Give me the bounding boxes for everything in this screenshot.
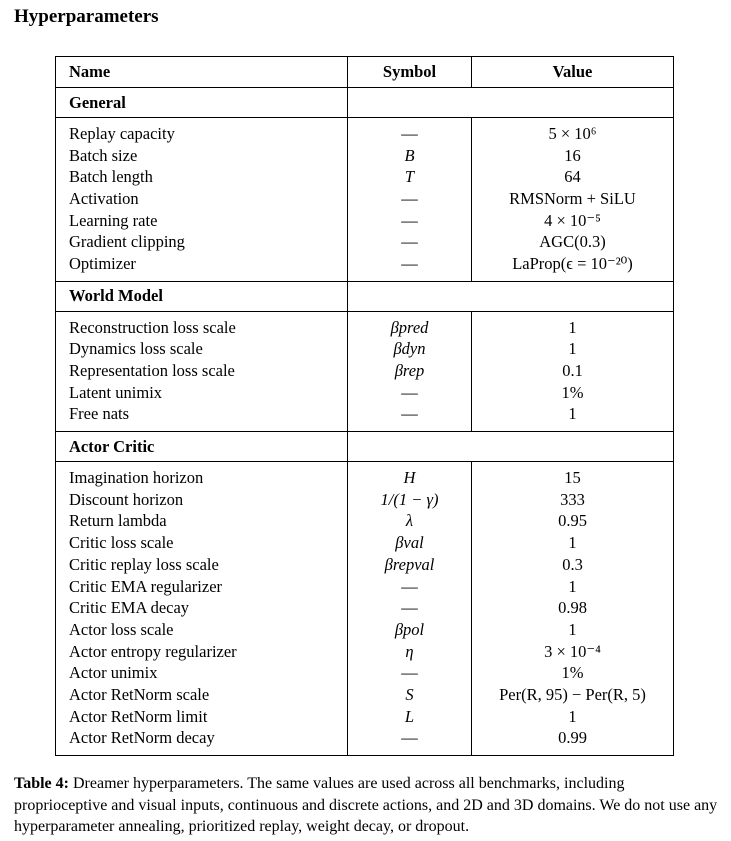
column-header-name: Name [56,57,348,88]
param-value: 15 [472,467,674,489]
hyperparameter-table [55,56,674,756]
param-symbol: βrepval [348,554,472,576]
param-value: 16 [472,145,674,167]
caption-label: Table 4: [14,775,69,792]
param-symbol: βpred [348,317,472,339]
table-row [56,511,674,533]
param-value: 0.1 [472,360,674,382]
table-row [56,188,674,210]
param-value: RMSNorm + SiLU [472,188,674,210]
param-value: AGC(0.3) [472,231,674,253]
table-row [56,123,674,145]
param-symbol: B [348,145,472,167]
table-body [56,88,674,756]
table-row [56,728,674,750]
param-value: 5 × 10⁶ [472,123,674,145]
section-row [56,281,674,311]
param-name: Replay capacity [56,123,348,145]
param-name: Discount horizon [56,489,348,511]
table-row [56,597,674,619]
param-name: Free nats [56,404,348,426]
param-symbol: — [348,210,472,232]
param-name: Activation [56,188,348,210]
param-name: Batch size [56,145,348,167]
spacer-cell [56,749,348,756]
table-row [56,619,674,641]
param-name: Return lambda [56,511,348,533]
param-symbol: L [348,706,472,728]
param-value: 0.98 [472,597,674,619]
table-row [56,253,674,275]
table-row [56,210,674,232]
param-name: Actor loss scale [56,619,348,641]
page-heading: Hyperparameters [14,6,159,27]
param-symbol: — [348,253,472,275]
param-value: 1 [472,706,674,728]
param-symbol: H [348,467,472,489]
param-value: 1 [472,339,674,361]
param-value: 1% [472,662,674,684]
table-row [56,404,674,426]
param-symbol: — [348,597,472,619]
param-value: 64 [472,166,674,188]
section-empty-cell [472,432,674,462]
param-name: Critic loss scale [56,532,348,554]
table-row [56,576,674,598]
table-row [56,662,674,684]
table-row [56,554,674,576]
table-row [56,145,674,167]
param-value: Per(R, 95) − Per(R, 5) [472,684,674,706]
param-name: Batch length [56,166,348,188]
param-name: Gradient clipping [56,231,348,253]
table-row [56,317,674,339]
table-row [56,467,674,489]
section-row [56,432,674,462]
param-name: Actor unimix [56,662,348,684]
param-symbol: βdyn [348,339,472,361]
param-name: Learning rate [56,210,348,232]
param-name: Critic EMA regularizer [56,576,348,598]
section-title: World Model [56,281,348,311]
param-name: Dynamics loss scale [56,339,348,361]
param-value: 1 [472,532,674,554]
param-value: 0.3 [472,554,674,576]
param-symbol: — [348,231,472,253]
param-value: 1 [472,404,674,426]
section-row [56,88,674,118]
param-name: Critic EMA decay [56,597,348,619]
param-symbol: T [348,166,472,188]
table-row [56,339,674,361]
param-symbol: — [348,188,472,210]
param-name: Imagination horizon [56,467,348,489]
param-symbol: η [348,641,472,663]
param-value: 333 [472,489,674,511]
param-symbol: — [348,576,472,598]
param-value: 1 [472,317,674,339]
param-value: 4 × 10⁻⁵ [472,210,674,232]
spacer-cell [472,749,674,756]
table-row [56,382,674,404]
table-row [56,706,674,728]
param-name: Critic replay loss scale [56,554,348,576]
section-empty-cell [348,88,472,118]
section-empty-cell [472,281,674,311]
param-symbol: S [348,684,472,706]
param-name: Optimizer [56,253,348,275]
param-symbol: — [348,382,472,404]
column-header-value: Value [472,57,674,88]
section-title: Actor Critic [56,432,348,462]
param-value: 0.95 [472,511,674,533]
param-name: Reconstruction loss scale [56,317,348,339]
param-value: 0.99 [472,728,674,750]
param-symbol: 1/(1 − γ) [348,489,472,511]
param-symbol: βval [348,532,472,554]
table-row [56,641,674,663]
section-empty-cell [348,432,472,462]
spacer-cell [348,749,472,756]
param-name: Representation loss scale [56,360,348,382]
param-value: 1 [472,619,674,641]
param-value: 1 [472,576,674,598]
param-symbol: βpol [348,619,472,641]
table-row [56,684,674,706]
section-empty-cell [472,88,674,118]
param-symbol: — [348,728,472,750]
caption-text: Dreamer hyperparameters. The same values are used across all benchmarks, including proprioceptive and visual inputs, continuous and discrete actions, and 2D and 3D domains. We do not use any hyperparameter annealing, prioritized replay, weight decay, or dropout. [14,775,718,835]
param-symbol: λ [348,511,472,533]
param-symbol: — [348,404,472,426]
param-value: 1% [472,382,674,404]
param-name: Actor RetNorm limit [56,706,348,728]
param-value: 3 × 10⁻⁴ [472,641,674,663]
section-title: General [56,88,348,118]
param-name: Latent unimix [56,382,348,404]
section-empty-cell [348,281,472,311]
table-row [56,231,674,253]
param-name: Actor RetNorm scale [56,684,348,706]
param-symbol: — [348,662,472,684]
table-row [56,166,674,188]
table-header-row [56,57,674,88]
table-row [56,360,674,382]
param-name: Actor RetNorm decay [56,728,348,750]
param-symbol: βrep [348,360,472,382]
table-row [56,532,674,554]
column-header-symbol: Symbol [348,57,472,88]
param-name: Actor entropy regularizer [56,641,348,663]
section-end-row [56,749,674,756]
table-caption [14,773,720,838]
param-symbol: — [348,123,472,145]
table-row [56,489,674,511]
param-value: LaProp(ϵ = 10⁻²⁰) [472,253,674,275]
